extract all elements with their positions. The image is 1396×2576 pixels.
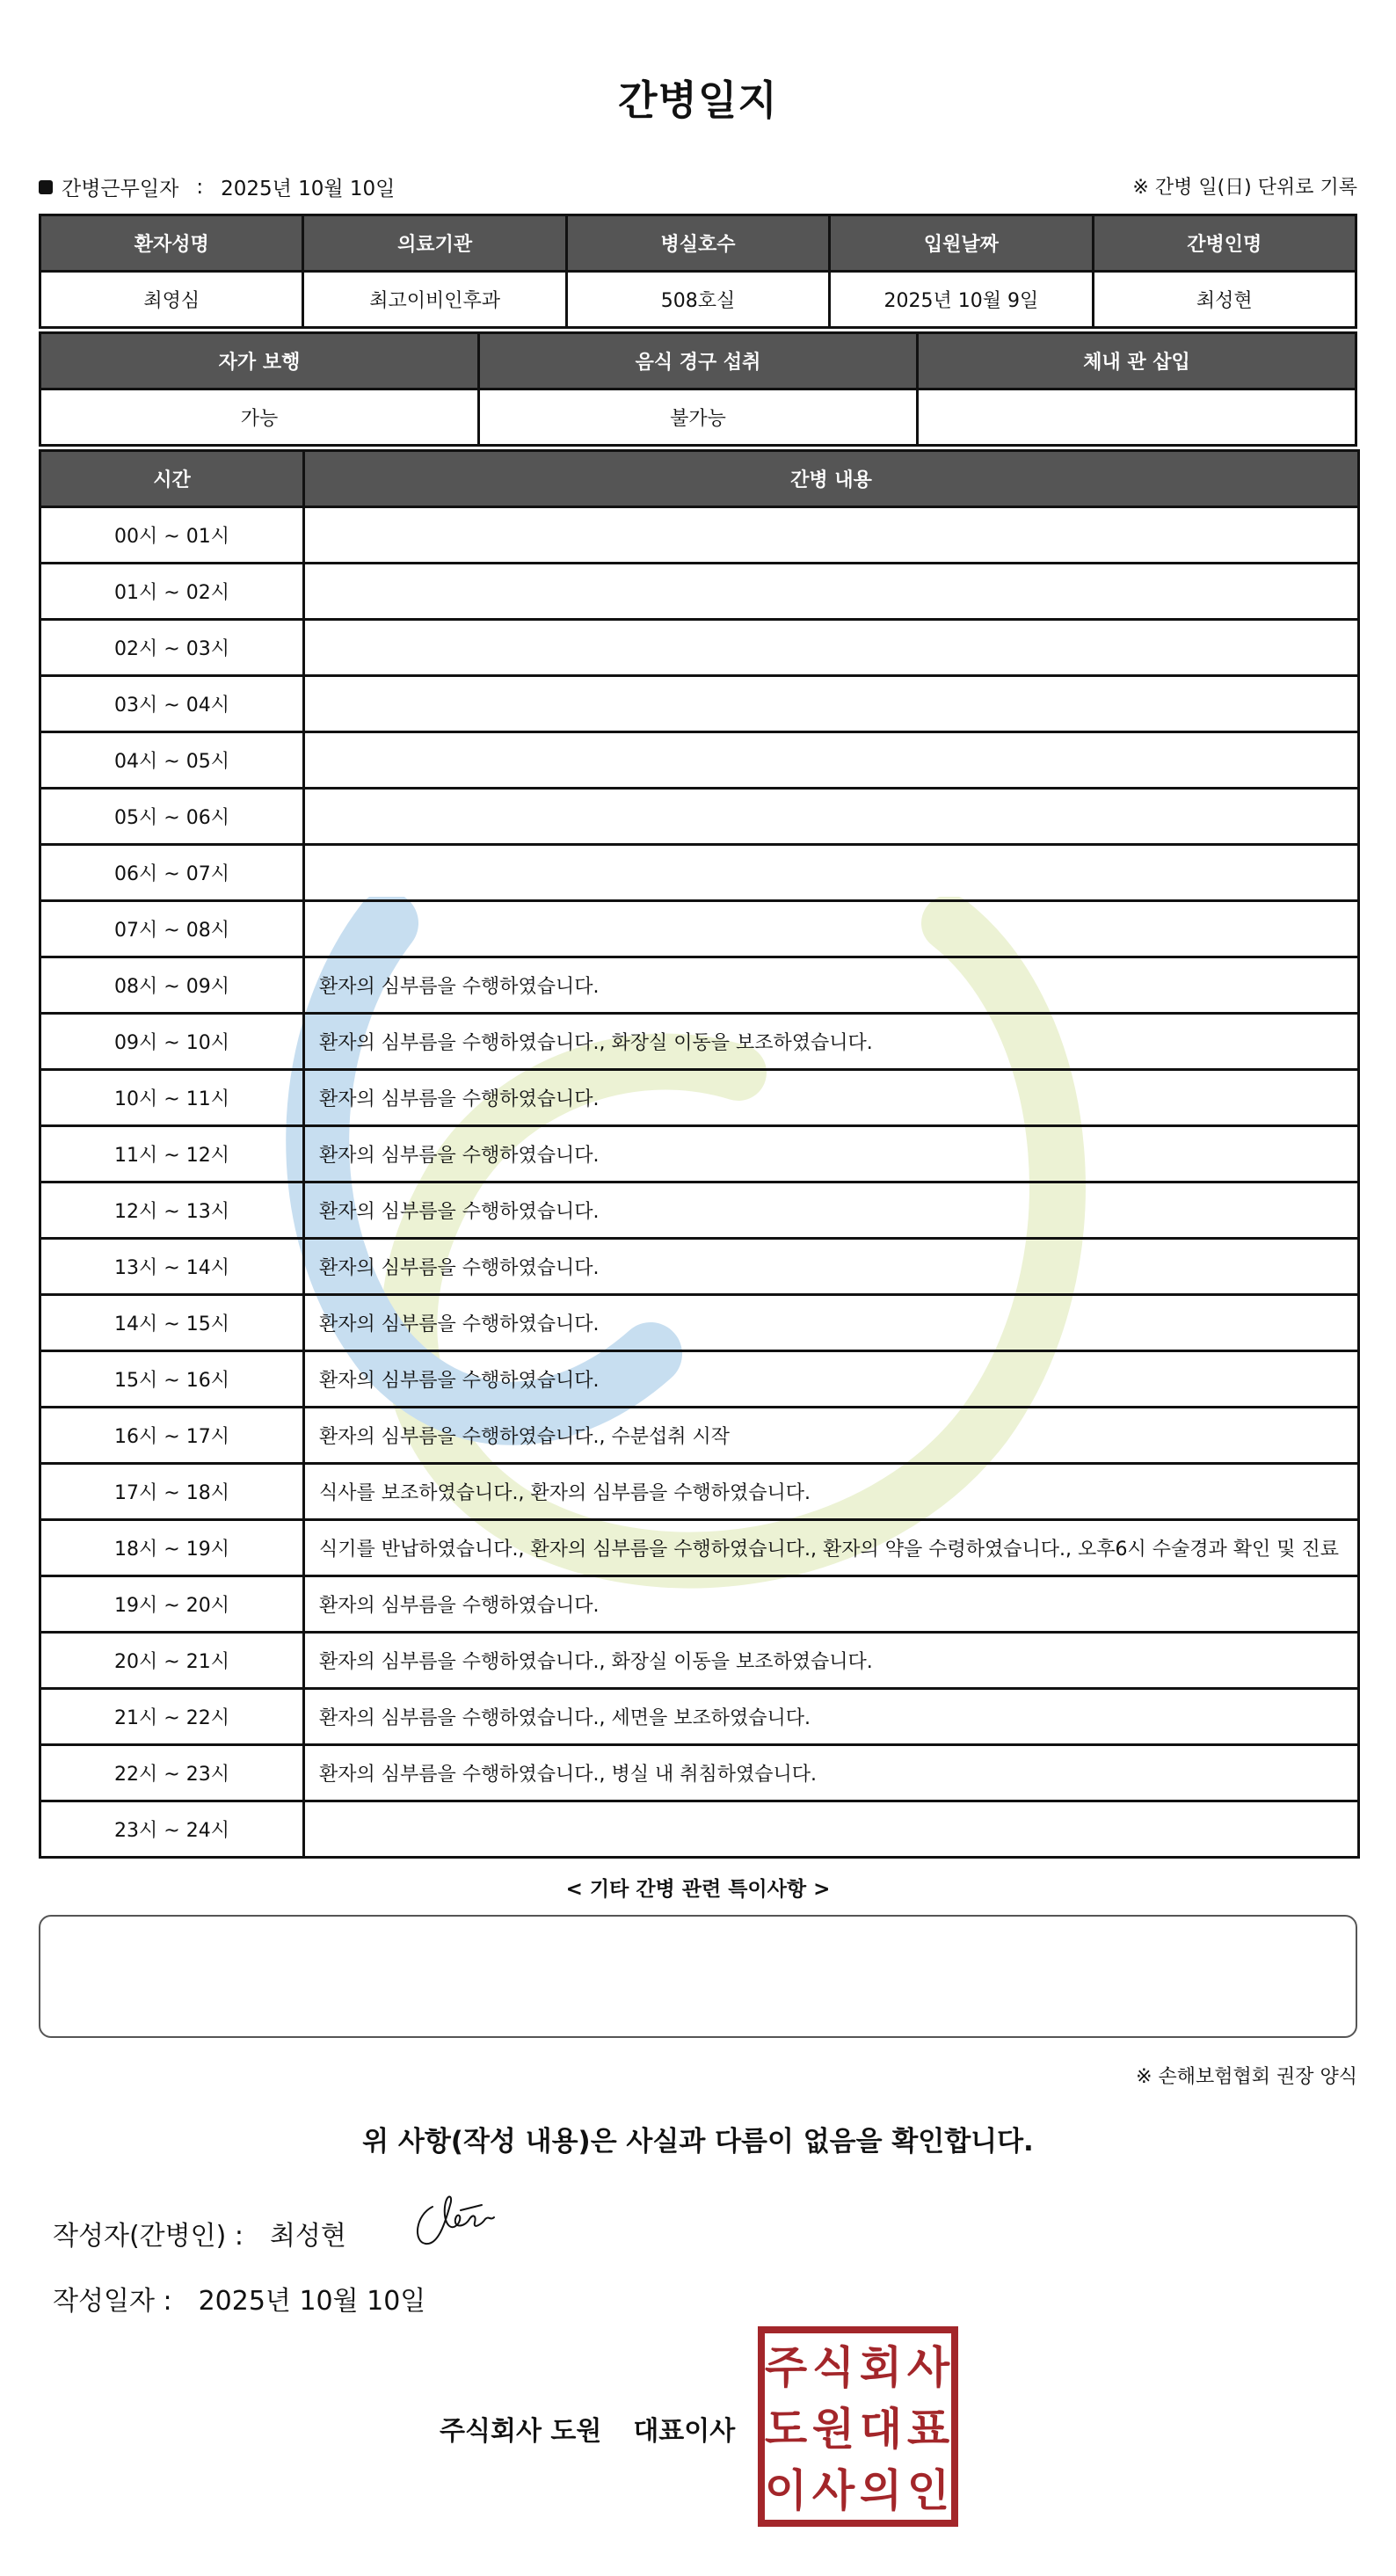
patient-info-table [39,214,1357,329]
writer-name: 최성현 [269,2221,346,2252]
log-time-cell: 23시 ~ 24시 [40,1801,304,1858]
log-time-cell: 14시 ~ 15시 [40,1295,304,1351]
header-hospital: 의료기관 [303,215,566,272]
log-content-cell [304,676,1359,732]
company-line [440,2409,735,2448]
work-date-separator: : [196,175,204,199]
log-row [40,507,1359,564]
log-row [40,1014,1359,1070]
log-content-cell: 환자의 심부름을 수행하였습니다. [304,1576,1359,1633]
log-content-cell: 환자의 심부름을 수행하였습니다. [304,1295,1359,1351]
care-log-body [40,507,1359,1858]
caregiver-name-value: 최성현 [1093,272,1356,328]
work-date-line [39,172,395,201]
work-date-label: 간병근무일자 [62,178,179,200]
record-unit-note: ※ 간병 일(日) 단위로 기록 [1132,177,1357,199]
log-content-cell: 환자의 심부름을 수행하였습니다. [304,1351,1359,1408]
status-header-row [40,333,1356,389]
signature-icon [406,2189,512,2251]
log-time-cell: 22시 ~ 23시 [40,1745,304,1801]
log-time-cell: 00시 ~ 01시 [40,507,304,564]
write-date-label: 작성일자 : [53,2286,172,2317]
stamp-char: 이 [764,2465,808,2516]
page-title: 간병일지 [618,76,778,124]
log-content-cell [304,564,1359,620]
log-row [40,1351,1359,1408]
log-time-cell: 01시 ~ 02시 [40,564,304,620]
log-time-cell: 03시 ~ 04시 [40,676,304,732]
confirmation-statement: 위 사항(작성 내용)은 사실과 다름이 없음을 확인합니다. [362,2126,1034,2158]
log-row [40,1408,1359,1464]
log-content-cell [304,507,1359,564]
log-row [40,1520,1359,1576]
stamp-char: 의 [859,2465,903,2516]
company-name: 주식회사 도원 [440,2416,602,2447]
stamp-char: 주 [764,2342,808,2393]
log-time-cell: 02시 ~ 03시 [40,620,304,676]
square-bullet-icon [39,180,53,194]
header-care-content: 간병 내용 [304,451,1359,507]
log-content-cell: 환자의 심부름을 수행하였습니다. [304,1182,1359,1239]
company-seal-stamp-icon [758,2326,958,2527]
log-content-cell [304,620,1359,676]
log-content-cell [304,845,1359,901]
special-notes-box [39,1915,1357,2038]
log-row [40,1070,1359,1126]
care-log-header-row [40,451,1359,507]
stamp-char: 식 [811,2342,855,2393]
log-row [40,1464,1359,1520]
oral-intake-value: 불가능 [479,389,918,446]
log-row [40,845,1359,901]
log-time-cell: 08시 ~ 09시 [40,957,304,1014]
log-content-cell: 환자의 심부름을 수행하였습니다. [304,957,1359,1014]
log-row [40,564,1359,620]
log-content-cell: 환자의 심부름을 수행하였습니다. [304,1070,1359,1126]
stamp-char: 표 [906,2404,950,2455]
log-time-cell: 20시 ~ 21시 [40,1633,304,1689]
log-time-cell: 12시 ~ 13시 [40,1182,304,1239]
work-date-value: 2025년 10월 10일 [221,178,396,200]
log-row [40,957,1359,1014]
patient-info-value-row [40,272,1356,328]
log-row [40,1745,1359,1801]
write-date-value: 2025년 10월 10일 [198,2286,426,2317]
stamp-char: 대 [859,2404,903,2455]
log-row [40,901,1359,957]
log-content-cell: 환자의 심부름을 수행하였습니다., 세면을 보조하였습니다. [304,1689,1359,1745]
log-time-cell: 04시 ~ 05시 [40,732,304,789]
log-time-cell: 11시 ~ 12시 [40,1126,304,1182]
log-time-cell: 05시 ~ 06시 [40,789,304,845]
log-content-cell [304,732,1359,789]
stamp-char: 도 [764,2404,808,2455]
header-room-number: 병실호수 [566,215,829,272]
log-content-cell: 식기를 반납하였습니다., 환자의 심부름을 수행하였습니다., 환자의 약을 수령하였습니다., 오후6시 수술경과 확인 및 진료 [304,1520,1359,1576]
representative-title: 대표이사 [633,2416,736,2447]
log-content-cell: 환자의 심부름을 수행하였습니다. [304,1126,1359,1182]
patient-status-table [39,331,1357,447]
log-row [40,1576,1359,1633]
header-caregiver-name: 간병인명 [1093,215,1356,272]
log-row [40,676,1359,732]
log-content-cell: 식사를 보조하였습니다., 환자의 심부름을 수행하였습니다. [304,1464,1359,1520]
header-admission-date: 입원날짜 [830,215,1093,272]
log-time-cell: 13시 ~ 14시 [40,1239,304,1295]
log-content-cell: 환자의 심부름을 수행하였습니다. [304,1239,1359,1295]
log-content-cell: 환자의 심부름을 수행하였습니다., 병실 내 취침하였습니다. [304,1745,1359,1801]
care-log-table [39,449,1360,1859]
log-content-cell [304,789,1359,845]
log-row [40,1801,1359,1858]
stamp-char: 사 [906,2342,950,2393]
log-time-cell: 10시 ~ 11시 [40,1070,304,1126]
header-self-walking: 자가 보행 [40,333,479,389]
log-row [40,1633,1359,1689]
log-row [40,1295,1359,1351]
log-time-cell: 21시 ~ 22시 [40,1689,304,1745]
log-row [40,620,1359,676]
log-row [40,1689,1359,1745]
stamp-char: 회 [859,2342,903,2393]
header-oral-intake: 음식 경구 섭취 [479,333,918,389]
log-content-cell [304,901,1359,957]
log-time-cell: 15시 ~ 16시 [40,1351,304,1408]
patient-info-header-row [40,215,1356,272]
stamp-char: 사 [811,2465,855,2516]
writer-label: 작성자(간병인) : [53,2221,244,2252]
hospital-value: 최고이비인후과 [303,272,566,328]
log-content-cell [304,1801,1359,1858]
header-tube-insertion: 체내 관 삽입 [918,333,1356,389]
log-row [40,1126,1359,1182]
log-content-cell: 환자의 심부름을 수행하였습니다., 화장실 이동을 보조하였습니다. [304,1633,1359,1689]
tube-insertion-value [918,389,1356,446]
log-row [40,1239,1359,1295]
stamp-char: 원 [811,2404,855,2455]
log-row [40,789,1359,845]
admission-date-value: 2025년 10월 9일 [830,272,1093,328]
log-time-cell: 17시 ~ 18시 [40,1464,304,1520]
patient-name-value: 최영심 [40,272,303,328]
writer-line [53,2214,346,2252]
log-time-cell: 06시 ~ 07시 [40,845,304,901]
log-row [40,1182,1359,1239]
status-value-row [40,389,1356,446]
log-time-cell: 19시 ~ 20시 [40,1576,304,1633]
stamp-char: 인 [906,2465,950,2516]
notes-title: < 기타 간병 관련 특이사항 > [565,1878,831,1901]
log-content-cell: 환자의 심부름을 수행하였습니다., 화장실 이동을 보조하였습니다. [304,1014,1359,1070]
header-patient-name: 환자성명 [40,215,303,272]
log-time-cell: 07시 ~ 08시 [40,901,304,957]
association-form-note: ※ 손해보험협회 권장 양식 [1136,2066,1357,2088]
header-time: 시간 [40,451,304,507]
log-time-cell: 18시 ~ 19시 [40,1520,304,1576]
log-row [40,732,1359,789]
write-date-line [53,2279,425,2318]
log-time-cell: 16시 ~ 17시 [40,1408,304,1464]
room-number-value: 508호실 [566,272,829,328]
log-time-cell: 09시 ~ 10시 [40,1014,304,1070]
log-content-cell: 환자의 심부름을 수행하였습니다., 수분섭취 시작 [304,1408,1359,1464]
self-walking-value: 가능 [40,389,479,446]
